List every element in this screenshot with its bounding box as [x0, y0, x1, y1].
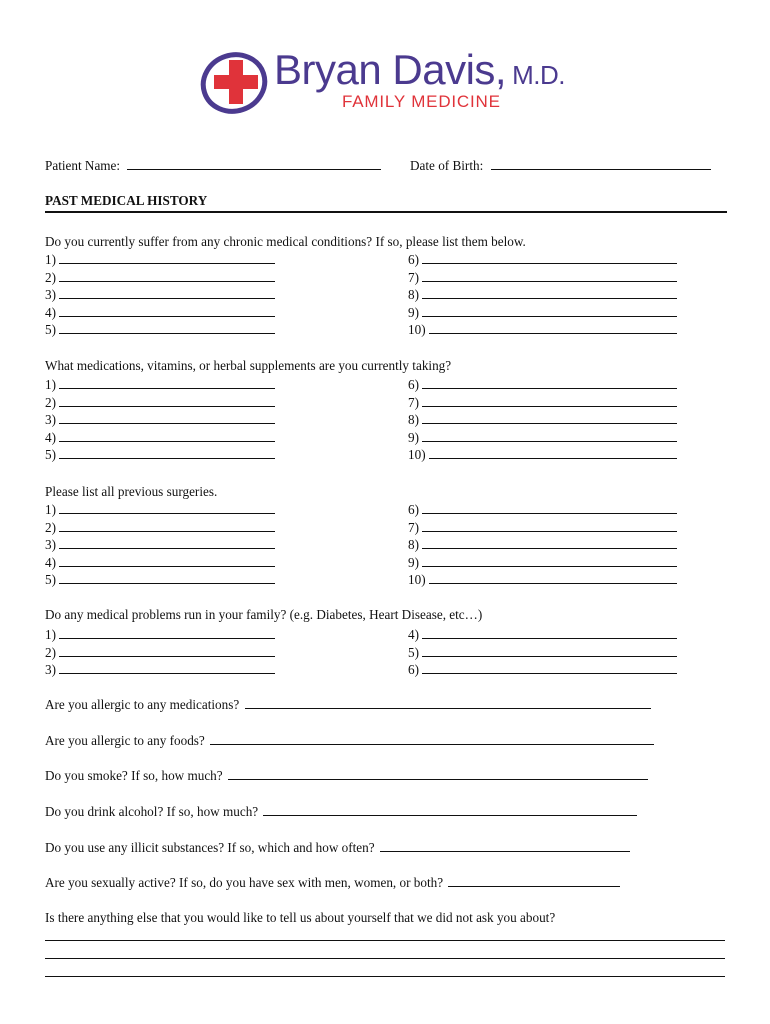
medications-item[interactable]	[45, 430, 275, 446]
family-item[interactable]	[45, 662, 275, 678]
medications-item[interactable]	[45, 395, 275, 411]
surgeries-item[interactable]	[45, 572, 275, 588]
medications-item[interactable]	[45, 377, 275, 393]
item-number: 6)	[408, 502, 419, 517]
item-number: 1)	[45, 377, 56, 392]
item-number: 4)	[45, 304, 56, 320]
answer-blank[interactable]	[422, 252, 677, 264]
answer-blank[interactable]	[59, 662, 275, 674]
surgeries-item[interactable]	[45, 520, 275, 536]
item-number: 5)	[45, 447, 56, 462]
dob-field[interactable]: Date of Birth:	[410, 158, 711, 174]
medications-item[interactable]	[408, 377, 677, 393]
anything-else-line[interactable]	[45, 958, 725, 959]
smoke-blank[interactable]	[228, 768, 648, 780]
alcohol-blank[interactable]	[263, 804, 637, 816]
surgeries-item[interactable]	[408, 520, 677, 536]
surgeries-item[interactable]	[408, 502, 677, 518]
surgeries-item[interactable]	[408, 555, 677, 571]
answer-blank[interactable]	[59, 502, 275, 514]
medical-cross-icon	[200, 50, 272, 116]
answer-blank[interactable]	[422, 305, 677, 317]
answer-blank[interactable]	[422, 520, 677, 532]
item-number: 1)	[45, 627, 56, 642]
answer-blank[interactable]	[59, 537, 275, 549]
surgeries-item[interactable]	[45, 537, 275, 553]
allergic-foods-blank[interactable]	[210, 733, 654, 745]
answer-blank[interactable]	[422, 555, 677, 567]
answer-blank[interactable]	[59, 322, 275, 334]
family-item[interactable]	[45, 627, 275, 643]
chronic-prompt: Do you currently suffer from any chronic medical conditions? If so, please list them below.	[45, 234, 526, 249]
item-number: 1)	[45, 502, 56, 517]
allergic-foods-field[interactable]: Are you allergic to any foods?	[45, 733, 654, 749]
chronic-item[interactable]	[45, 252, 275, 268]
item-number: 7)	[408, 269, 419, 285]
anything-else-prompt: Is there anything else that you would like to tell us about yourself that we did not ask you about?	[45, 910, 556, 925]
answer-blank[interactable]	[429, 322, 677, 334]
item-number: 2)	[45, 394, 56, 410]
item-number: 4)	[45, 429, 56, 445]
answer-blank[interactable]	[422, 412, 677, 424]
family-prompt: Do any medical problems run in your family? (e.g. Diabetes, Heart Disease, etc…)	[45, 607, 483, 622]
answer-blank[interactable]	[59, 395, 275, 407]
item-number: 4)	[408, 627, 419, 642]
family-item[interactable]	[408, 662, 677, 678]
item-number: 9)	[408, 304, 419, 320]
item-number: 2)	[45, 519, 56, 535]
item-number: 6)	[408, 662, 419, 677]
chronic-item[interactable]	[45, 305, 275, 321]
chronic-item[interactable]	[45, 322, 275, 338]
item-number: 1)	[45, 252, 56, 267]
answer-blank[interactable]	[59, 627, 275, 639]
item-number: 9)	[408, 429, 419, 445]
medications-item[interactable]	[45, 447, 275, 463]
medications-item[interactable]	[408, 412, 677, 428]
item-number: 7)	[408, 394, 419, 410]
logo-name: Bryan Davis, M.D.	[274, 46, 565, 93]
logo-suffix: M.D.	[512, 60, 565, 90]
answer-blank[interactable]	[422, 645, 677, 657]
answer-blank[interactable]	[422, 270, 677, 282]
chronic-item[interactable]	[45, 270, 275, 286]
chronic-item[interactable]	[408, 322, 677, 338]
allergic-medications-field[interactable]: Are you allergic to any medications?	[45, 697, 651, 713]
patient-name-field[interactable]: Patient Name:	[45, 158, 381, 174]
answer-blank[interactable]	[59, 572, 275, 584]
medications-item[interactable]	[408, 447, 677, 463]
dob-blank[interactable]	[491, 158, 711, 170]
surgeries-item[interactable]	[408, 537, 677, 553]
item-number: 7)	[408, 519, 419, 535]
section-title: PAST MEDICAL HISTORY	[45, 193, 208, 208]
medications-prompt: What medications, vitamins, or herbal supplements are you currently taking?	[45, 358, 452, 373]
answer-blank[interactable]	[422, 377, 677, 389]
sexual-activity-field[interactable]: Are you sexually active? If so, do you have sex with men, women, or both?	[45, 875, 620, 891]
surgeries-item[interactable]	[45, 502, 275, 518]
answer-blank[interactable]	[422, 395, 677, 407]
answer-blank[interactable]	[59, 270, 275, 282]
item-number: 5)	[45, 572, 56, 587]
surgeries-item[interactable]	[45, 555, 275, 571]
item-number: 6)	[408, 377, 419, 392]
answer-blank[interactable]	[59, 305, 275, 317]
anything-else-line[interactable]	[45, 940, 725, 941]
item-number: 10)	[408, 322, 426, 337]
chronic-item[interactable]	[45, 287, 275, 303]
family-item[interactable]	[45, 645, 275, 661]
family-item[interactable]	[408, 627, 677, 643]
item-number: 8)	[408, 412, 419, 427]
answer-blank[interactable]	[422, 537, 677, 549]
answer-blank[interactable]	[422, 430, 677, 442]
medications-item[interactable]	[408, 430, 677, 446]
answer-blank[interactable]	[59, 555, 275, 567]
item-number: 5)	[408, 644, 419, 660]
illicit-field[interactable]: Do you use any illicit substances? If so, which and how often?	[45, 840, 630, 856]
answer-blank[interactable]	[429, 447, 677, 459]
smoke-field[interactable]: Do you smoke? If so, how much?	[45, 768, 648, 784]
item-number: 3)	[45, 412, 56, 427]
chronic-item[interactable]	[408, 270, 677, 286]
item-number: 3)	[45, 662, 56, 677]
surgeries-item[interactable]	[408, 572, 677, 588]
illicit-blank[interactable]	[380, 840, 630, 852]
answer-blank[interactable]	[422, 502, 677, 514]
allergic-medications-blank[interactable]	[245, 697, 651, 709]
item-number: 10)	[408, 447, 426, 462]
answer-blank[interactable]	[59, 447, 275, 459]
item-number: 10)	[408, 572, 426, 587]
surgeries-prompt: Please list all previous surgeries.	[45, 484, 218, 499]
medications-item[interactable]	[45, 412, 275, 428]
item-number: 5)	[45, 322, 56, 337]
answer-blank[interactable]	[59, 252, 275, 264]
item-number: 8)	[408, 537, 419, 552]
patient-name-blank[interactable]	[127, 158, 381, 170]
item-number: 3)	[45, 287, 56, 302]
item-number: 9)	[408, 554, 419, 570]
item-number: 2)	[45, 269, 56, 285]
answer-blank[interactable]	[59, 430, 275, 442]
answer-blank[interactable]	[422, 627, 677, 639]
chronic-item[interactable]	[408, 252, 677, 268]
item-number: 2)	[45, 644, 56, 660]
logo-tagline: FAMILY MEDICINE	[342, 92, 501, 111]
practice-logo	[200, 46, 580, 118]
item-number: 8)	[408, 287, 419, 302]
item-number: 3)	[45, 537, 56, 552]
answer-blank[interactable]	[422, 662, 677, 674]
chronic-item[interactable]	[408, 305, 677, 321]
answer-blank[interactable]	[59, 287, 275, 299]
anything-else-line[interactable]	[45, 976, 725, 977]
answer-blank[interactable]	[59, 412, 275, 424]
chronic-item[interactable]	[408, 287, 677, 303]
item-number: 4)	[45, 554, 56, 570]
answer-blank[interactable]	[59, 645, 275, 657]
answer-blank[interactable]	[429, 572, 677, 584]
section-divider	[45, 211, 727, 213]
answer-blank[interactable]	[59, 377, 275, 389]
family-item[interactable]	[408, 645, 677, 661]
item-number: 6)	[408, 252, 419, 267]
alcohol-field[interactable]: Do you drink alcohol? If so, how much?	[45, 804, 637, 820]
answer-blank[interactable]	[59, 520, 275, 532]
answer-blank[interactable]	[422, 287, 677, 299]
medications-item[interactable]	[408, 395, 677, 411]
sexual-activity-blank[interactable]	[448, 875, 620, 887]
